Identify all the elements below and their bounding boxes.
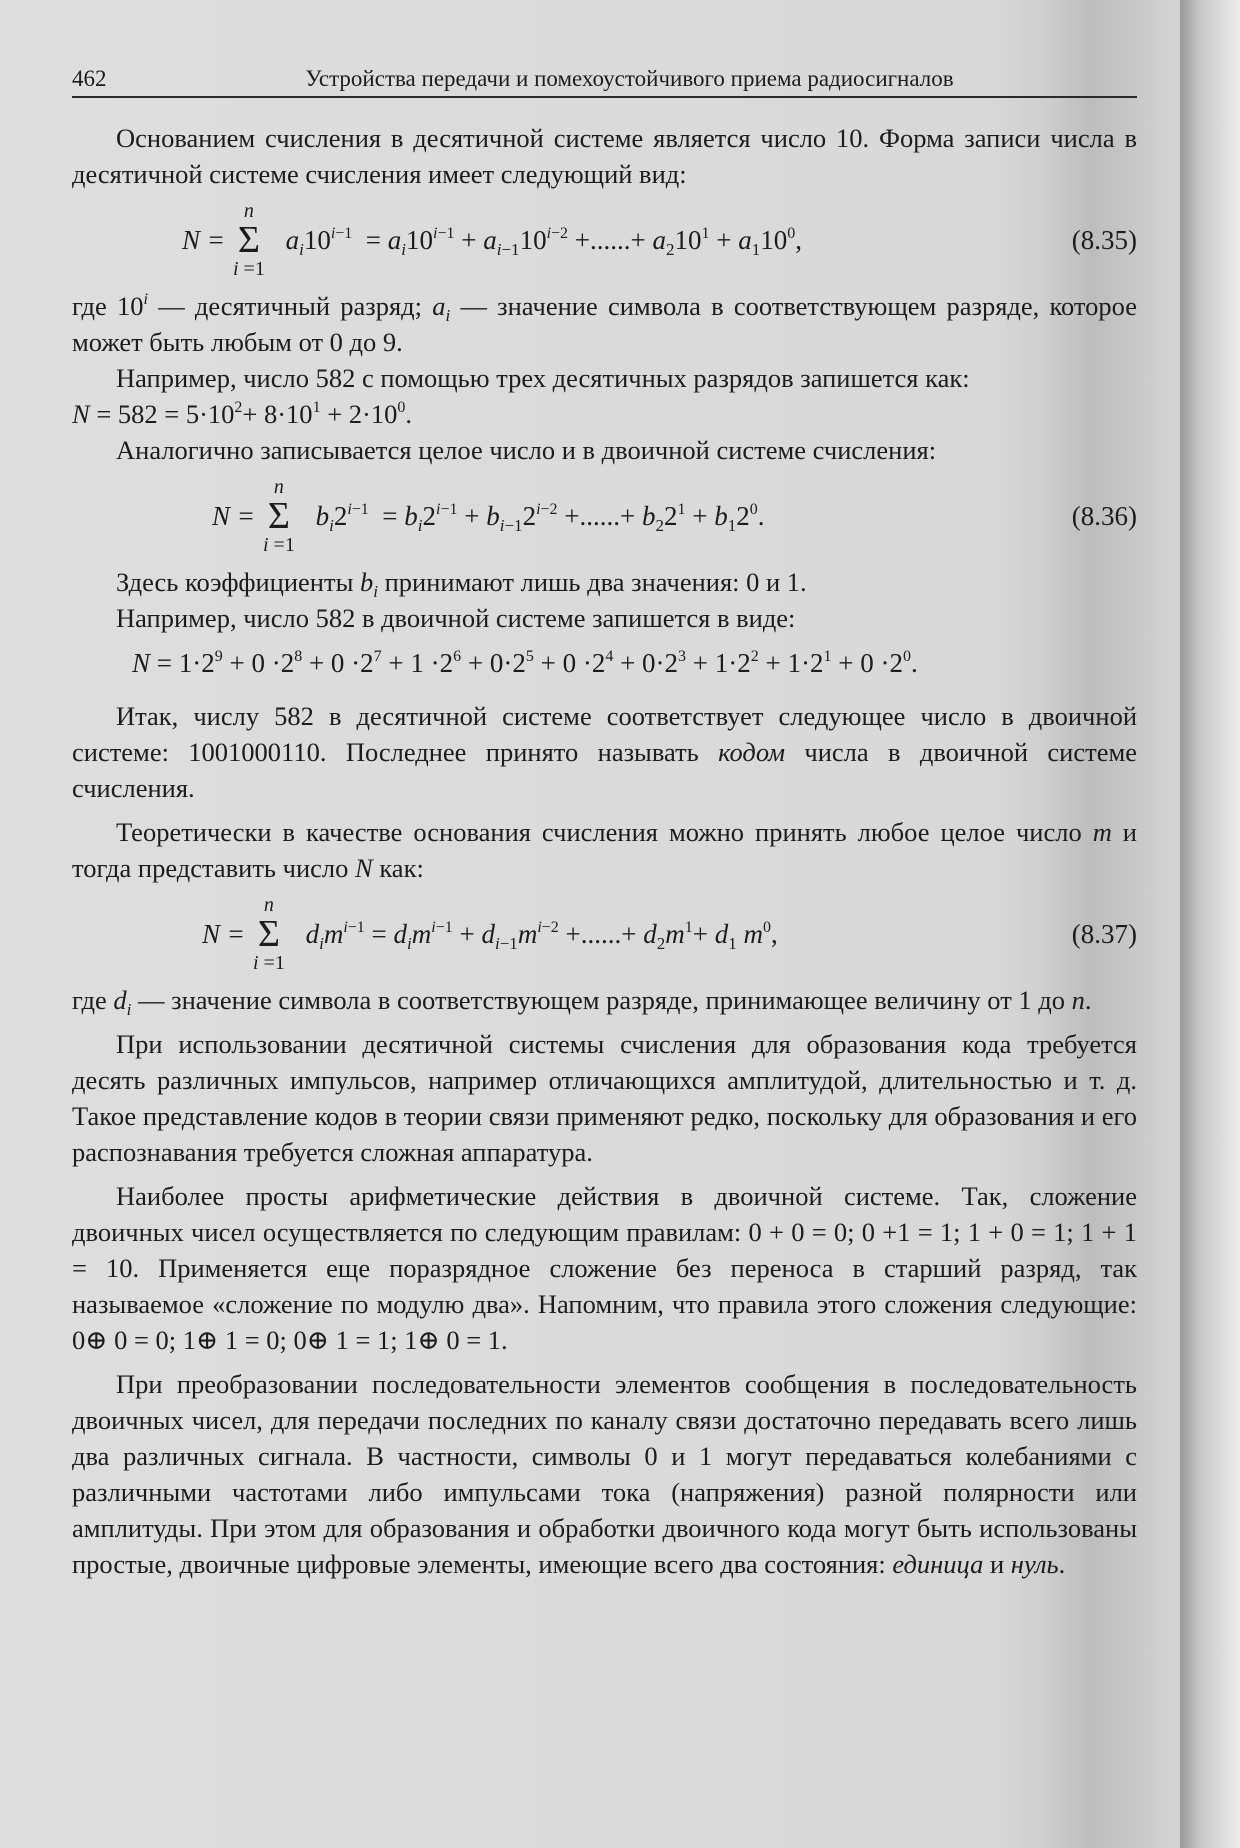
equation-binary-582: $N = 1\cdot 2^9 + 0 \cdot 2^8 + 0 \cdot 2^7 + 1 \cdot 2^6 + 0\cdot 2^5 + 0 \cdot 2^4 + 0\cdot 2^3 + 1\cdot 2^2 + 1\cdot 2^1 + 0 \cdot 2^0$.: [132, 648, 918, 678]
equation-number: (8.36): [1071, 501, 1137, 531]
paragraph: Итак, числу 582 в десятичной системе соответствует следующее число в двоичной системе: 1001000110. Последнее принято называть кодом числа в двоичной системе счисления.: [72, 701, 1137, 803]
paragraph: где $d_i$ — значение символа в соответствующем разряде, принимающее величину от 1 до n.: [72, 985, 1092, 1019]
page-binding-shadow: [1180, 0, 1240, 1848]
page-number: 462: [72, 66, 107, 91]
equation-8-35: N = n Σ i =1 $a_i10^{i-1} = a_i10^{i-1} + a_{i-1}10^{i-2}$ +......+ $a_210^1 + a_110^0$, (8.35): [72, 192, 1137, 288]
sum-symbol: n Σ i =1: [232, 200, 265, 280]
running-header: [72, 66, 1137, 98]
sum-symbol: n Σ i =1: [252, 894, 285, 974]
paragraph: Здесь коэффициенты $b_i$ принимают лишь два значения: 0 и 1.: [116, 567, 807, 601]
paragraph: Аналогично записывается целое число и в двоичной системе счисления:: [116, 435, 937, 465]
equation-number: (8.35): [1071, 225, 1137, 255]
paragraph: Например, число 582 с помощью трех десятичных разрядов запишется как:: [116, 363, 970, 393]
equation-582-inline: $N = 582 = 5\cdot 10^2+ 8\cdot 10^1 + 2\cdot 10^0$.: [72, 399, 412, 429]
body-text: [72, 120, 1137, 1582]
paragraph: где 10$^i$ — десятичный разряд; $a_i$ — значение символа в соответствующем разряде, которое может быть любым от 0 до 9.: [72, 291, 1137, 357]
running-title: Устройства передачи и помехоустойчивого приема радиосигналов: [305, 66, 954, 91]
equation-number: (8.37): [1071, 919, 1137, 949]
paragraph: Основанием счисления в десятичной системе является число 10. Форма записи числа в десятичной системе счисления имеет следующий вид:: [72, 123, 1137, 189]
paragraph: Наиболее просты арифметические действия в двоичной системе. Так, сложение двоичных чисел осуществляется по следующим правилам: 0 + 0 = 0; 0 +1 = 1; 1 + 0 = 1; 1 + 1 = 10. Применяется еще поразрядное сложение без переноса в старший разряд, так называемое «сложение по модулю два». Напомним, что правила этого сложения следующие: 0⊕ 0 = 0; 1⊕ 1 = 0; 0⊕ 1 = 1; 1⊕ 0 = 1.: [72, 1181, 1137, 1355]
paragraph: Например, число 582 в двоичной системе запишется в виде:: [116, 603, 796, 633]
paragraph: При преобразовании последовательности элементов сообщения в последовательность двоичных чисел, для передачи последних по каналу связи достаточно передавать всего лишь два различных сигнала. В частности, символы 0 и 1 могут передаваться колебаниями с различными частотами либо импульсами тока (напряжения) разной полярности или амплитуды. При этом для образования и обработки двоичного кода могут быть использованы простые, двоичные цифровые элементы, имеющие всего два состояния: единица и нуль.: [72, 1369, 1137, 1579]
equation-8-37: N = n Σ i =1 $d_im^{i-1} = d_im^{i-1} + d_{i-1}m^{i-2}$ +......+ $d_2m^1+ d_1$ $m^0$, (8.37): [72, 886, 1137, 982]
sum-symbol: n Σ i =1: [262, 476, 295, 556]
equation-8-36: N = n Σ i =1 $b_i2^{i-1} = b_i2^{i-1} + b_{i-1}2^{i-2}$ +......+ $b_22^1 + b_12^0$. (8.36): [72, 468, 1137, 564]
paragraph: Теоретически в качестве основания счисления можно принять любое целое число m и тогда представить число N как:: [72, 817, 1137, 883]
page-content: [72, 66, 1137, 1582]
paragraph: При использовании десятичной системы счисления для образования кода требуется десять различных импульсов, например отличающихся амплитудой, длительностью и т. д. Такое представление кодов в теории связи применяют редко, поскольку для образования и его распознавания требуется сложная аппаратура.: [72, 1029, 1137, 1167]
